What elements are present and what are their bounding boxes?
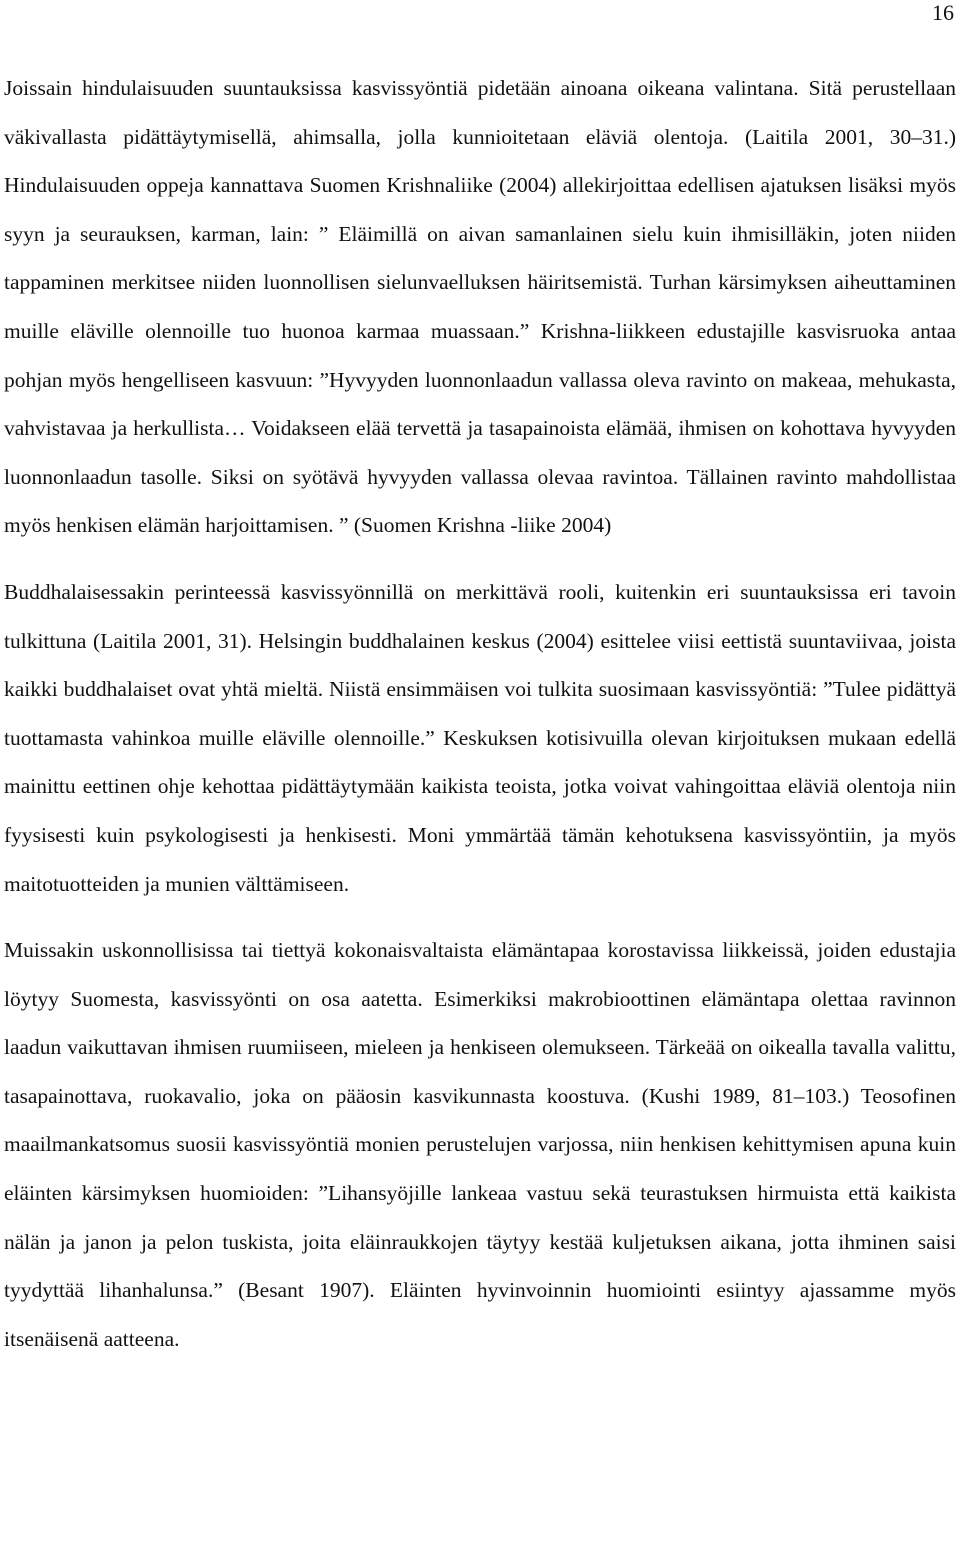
paragraph-buddhism: Buddhalaisessakin perinteessä kasvissyönnillä on merkittävä rooli, kuitenkin eri suuntauksissa eri tavoin tulkittuna (Laitila 2001, 31). Helsingin buddhalainen keskus (2004) esittelee viisi eettistä suuntaviivaa, joista kaikki buddhalaiset ovat yhtä mieltä. Niistä ensimmäisen voi tulkita suosimaan kasvissyöntiä: ”Tulee pidättyä tuottamasta vahinkoa muille eläville olennoille.” Keskuksen kotisivuilla olevan kirjoituksen mukaan edellä mainittu eettinen ohje kehottaa pidättäytymään kaikista teoista, jotka voivat vahingoittaa eläviä olentoja niin fyysisesti kuin psykologisesti ja henkisesti. Moni ymmärtää tämän kehotuksena kasvissyöntiin, ja myös maitotuotteiden ja munien välttämiseen. [4, 579, 956, 896]
paragraph-other-movements: Muissakin uskonnollisissa tai tiettyä kokonaisvaltaista elämäntapaa korostavissa liikkeissä, joiden edustajia löytyy Suomesta, kasvissyönti on osa aatetta. Esimerkiksi makrobioottinen elämäntapa olettaa ravinnon laadun vaikuttavan ihmisen ruumiiseen, mieleen ja henkiseen olemukseen. Tärkeää on oikealla tavalla valittu, tasapainottava, ruokavalio, joka on pääosin kasvikunnasta koostuva. (Kushi 1989, 81–103.) Teosofinen maailmankatsomus suosii kasvissyöntiä monien perustelujen varjossa, niin henkisen kehittymisen apuna kuin eläinten kärsimyksen huomioiden: ”Lihansyöjille lankeaa vastuu sekä teurastuksen hirmuista että kaikista nälän ja janon ja pelon tuskista, joita eläinraukkojen täytyy kestää kuljetuksen aikana, jotta ihminen saisi tyydyttää lihanhalunsa.” (Besant 1907). Eläinten hyvinvoinnin huomiointi esiintyy ajassamme myös itsenäisenä aatteena. [4, 938, 956, 1351]
paragraph-hinduism: Joissain hindulaisuuden suuntauksissa kasvissyöntiä pidetään ainoana oikeana valintana. Sitä perustellaan väkivallasta pidättäytymisellä, ahimsalla, jolla kunnioitetaan eläviä olentoja. (Laitila 2001, 30–31.) Hindulaisuuden oppeja kannattava Suomen Krishnaliike (2004) allekirjoittaa edellisen ajatuksen lisäksi myös syyn ja seurauksen, karman, lain: ” Eläimillä on aivan samanlainen sielu kuin ihmisilläkin, joten niiden tappaminen merkitsee niiden luonnollisen sielunvaelluksen häiritsemistä. Turhan kärsimyksen aiheuttaminen muille eläville olennoille tuo huonoa karmaa muassaan.” Krishna-liikkeen edustajille kasvisruoka antaa pohjan myös hengelliseen kasvuun: ”Hyvyyden luonnonlaadun vallassa oleva ravinto on makeaa, mehukasta, vahvistavaa ja herkullista… Voidakseen elää tervettä ja tasapainoista elämää, ihmisen on kohottava hyvyyden luonnonlaadun tasolle. Siksi on syötävä hyvyyden vallassa olevaa ravintoa. Tällainen ravinto mahdollistaa myös henkisen elämän harjoittamisen. ” (Suomen Krishna -liike 2004) [4, 76, 956, 538]
document-body [4, 64, 956, 1363]
page-number: 16 [932, 0, 954, 25]
